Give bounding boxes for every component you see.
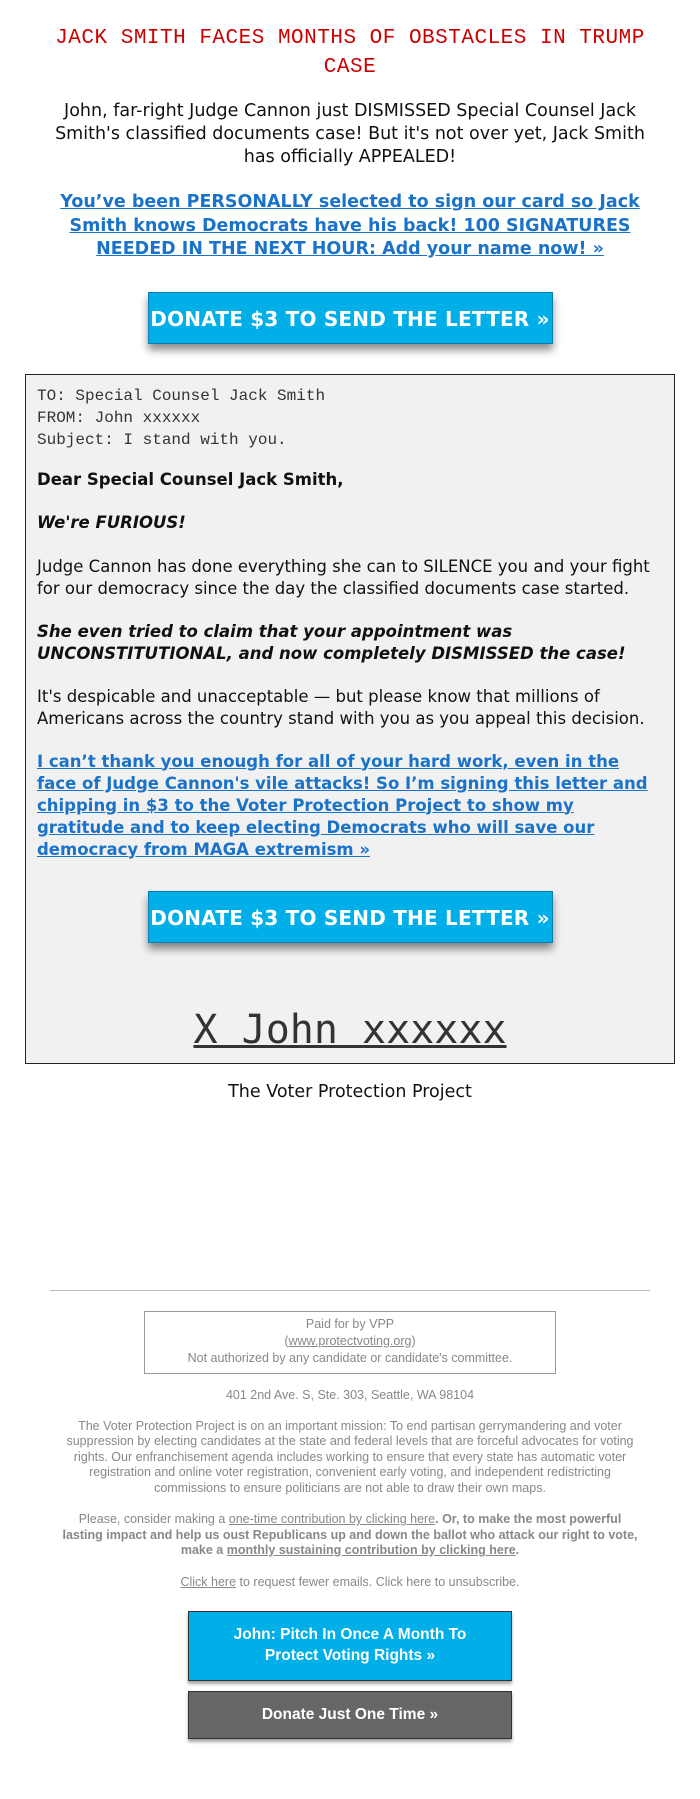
- monthly-contribution-link[interactable]: monthly sustaining contribution by clicking here: [226, 1543, 516, 1557]
- site-link[interactable]: www.protectvoting.org: [288, 1333, 412, 1348]
- letter-paragraph-2: She even tried to claim that your appointment was UNCONSTITUTIONAL, and now completely DISMISSED the case!: [37, 621, 626, 663]
- consider-bold: . Or, to make the most powerful lasting impact and help us oust Republicans up and down the ballot who attack our right to vote, make a: [62, 1512, 638, 1557]
- email-body: [0, 24, 700, 1739]
- mailing-address: 401 2nd Ave. S, Ste. 303, Seattle, WA 98104: [225, 1387, 475, 1402]
- sign-card-link[interactable]: You’ve been PERSONALLY selected to sign our card so Jack Smith knows Democrats have his back! 100 SIGNATURES NEEDED IN THE NEXT HOUR: Add your name now! »: [60, 192, 640, 259]
- consider-end: .: [515, 1543, 520, 1557]
- letter-donate-row: [37, 891, 663, 943]
- letter-subject: Subject: I stand with you.: [37, 430, 287, 449]
- letter-card: [25, 374, 675, 1064]
- site-line: [151, 1333, 549, 1350]
- signature: X John xxxxxx: [193, 1006, 507, 1053]
- paren-close: ): [411, 1333, 416, 1348]
- letter-from: FROM: John xxxxxx: [37, 408, 201, 427]
- unsubscribe-line: [0, 1575, 700, 1589]
- letter-furious: We're FURIOUS!: [37, 512, 186, 532]
- contribution-text: [60, 1512, 640, 1559]
- letter-donate-link[interactable]: I can’t thank you enough for all of your hard work, even in the face of Judge Cannon's vile attacks! So I’m signing this letter and chipping in $3 to the Voter Protection Project to show my gratitude and to keep electing Democrats who will save our democracy from MAGA extremism »: [37, 751, 648, 859]
- letter-to: TO: Special Counsel Jack Smith: [37, 386, 326, 405]
- footer-divider: [50, 1290, 650, 1291]
- one-time-contribution-link[interactable]: one-time contribution by clicking here: [228, 1512, 436, 1526]
- fewer-emails-link[interactable]: Click here: [180, 1574, 237, 1589]
- letter-paragraph-3: It's despicable and unacceptable — but please know that millions of Americans across the country stand with you as you appeal this decision.: [37, 686, 645, 728]
- mission-text: The Voter Protection Project is on an important mission: To end partisan gerrymandering and voter suppression by electing candidates at the state and federal levels that are forceful advocates for voting rights. Our enfranchisement agenda includes working to ensure that every state has automatic voter registration and online voter registration, convenient early voting, and independent redistricting commissions to ensure politicians are not able to draw their own maps.: [66, 1418, 634, 1495]
- not-authorized-text: Not authorized by any candidate or candidate's committee.: [187, 1350, 513, 1365]
- one-time-donate-button[interactable]: Donate Just One Time »: [188, 1691, 512, 1739]
- consider-prefix: Please, consider making a: [78, 1512, 229, 1526]
- paren-open: (: [284, 1333, 289, 1348]
- letter-memo: [37, 385, 663, 451]
- monthly-donate-button[interactable]: John: Pitch In Once A Month To Protect Voting Rights »: [188, 1611, 512, 1681]
- letter-greeting: Dear Special Counsel Jack Smith,: [37, 469, 344, 489]
- top-donate-row: [0, 292, 700, 344]
- intro-text: John, far-right Judge Cannon just DISMISSED Special Counsel Jack Smith's classified documents case! But it's not over yet, Jack Smith has officially APPEALED!: [55, 101, 645, 167]
- donate-button-letter[interactable]: DONATE $3 TO SEND THE LETTER »: [148, 891, 553, 943]
- letter-paragraph-1: Judge Cannon has done everything she can to SILENCE you and your fight for our democracy since the day the classified documents case started.: [37, 556, 650, 598]
- org-name: The Voter Protection Project: [228, 1081, 472, 1102]
- paid-for-box: [144, 1311, 556, 1374]
- unsubscribe-text: to request fewer emails. Click here to unsubscribe.: [236, 1574, 520, 1589]
- donate-button-top[interactable]: DONATE $3 TO SEND THE LETTER »: [148, 292, 553, 344]
- headline: JACK SMITH FACES MONTHS OF OBSTACLES IN TRUMP CASE: [55, 27, 645, 79]
- paid-for-text: Paid for by VPP: [305, 1316, 395, 1331]
